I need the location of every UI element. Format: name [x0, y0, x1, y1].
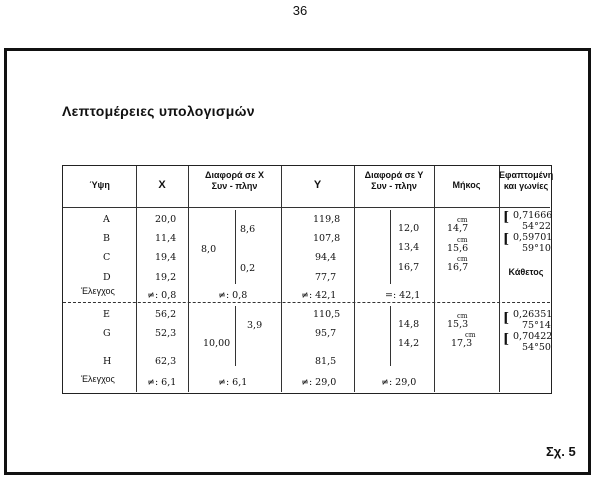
- header-angles-title: Εφαπτομένη: [499, 170, 554, 180]
- dx-plus: 3,9: [247, 320, 263, 331]
- tangent-value: 0,70422: [513, 331, 553, 342]
- dy-divider: [390, 210, 391, 284]
- dy-value: 13,4: [398, 242, 420, 253]
- dx-minus: 8,0: [201, 244, 217, 255]
- col-separator: [188, 166, 189, 392]
- y-value: 95,7: [315, 328, 337, 339]
- x-value: 19,4: [155, 252, 177, 263]
- dx-divider: [235, 210, 236, 284]
- dx-check: ≠: 6,1: [218, 377, 248, 388]
- bracket-icon: [: [503, 311, 510, 326]
- col-separator: [434, 166, 435, 392]
- header-x: Χ: [158, 179, 166, 191]
- length-unit: cm: [465, 331, 476, 339]
- length-value: 15,6: [447, 243, 469, 254]
- length-unit: cm: [457, 312, 468, 320]
- y-value: 119,8: [313, 214, 341, 225]
- header-dx-sub: Συν - πλην: [211, 181, 258, 191]
- dy-divider: [390, 306, 391, 366]
- perpendicular-label: Κάθετος: [508, 267, 544, 277]
- tangent-value: 0,71666: [513, 210, 553, 221]
- y-value: 77,7: [315, 272, 337, 283]
- row-label: D: [103, 272, 111, 283]
- angle-value: 75°14: [522, 320, 551, 331]
- row-label: B: [103, 233, 110, 244]
- dy-check: ≠: 29,0: [381, 377, 417, 388]
- header-angles-sub: και γωνίες: [503, 181, 549, 191]
- header-length: Μήκος: [452, 180, 481, 190]
- x-check: ≠: 0,8: [147, 290, 177, 301]
- dx-plus: 0,2: [240, 263, 256, 274]
- header-dx: [188, 170, 281, 192]
- row-label: C: [103, 252, 111, 263]
- header-dy-sub: Συν - πλην: [371, 181, 417, 191]
- header-dx-title: Διαφορά σε Χ: [205, 170, 264, 180]
- dy-value: 16,7: [398, 262, 420, 273]
- header-y: Υ: [313, 179, 322, 191]
- length-value: 17,3: [451, 338, 473, 349]
- length-value: 14,7: [447, 223, 469, 234]
- y-check: ≠: 29,0: [301, 377, 337, 388]
- bracket-icon: [: [503, 332, 510, 347]
- x-check: ≠: 6,1: [147, 377, 177, 388]
- section-title: Λεπτομέρειες υπολογισμών: [62, 103, 255, 119]
- y-value: 110,5: [313, 309, 341, 320]
- figure-caption: Σχ. 5: [546, 444, 576, 459]
- dy-value: 14,2: [398, 338, 420, 349]
- col-separator: [499, 166, 500, 392]
- row-label-check: Έλεγχος: [81, 374, 115, 384]
- dx-minus: 10,00: [203, 338, 231, 349]
- row-label-check: Έλεγχος: [81, 286, 115, 296]
- length-unit: cm: [457, 255, 468, 263]
- x-value: 62,3: [155, 356, 177, 367]
- row-label: G: [103, 328, 111, 339]
- dx-plus: 8,6: [240, 224, 256, 235]
- x-value: 52,3: [155, 328, 177, 339]
- dy-value: 14,8: [398, 319, 420, 330]
- header-angles: [499, 170, 553, 192]
- dx-divider: [235, 306, 236, 366]
- x-value: 11,4: [155, 233, 177, 244]
- page-number: 36: [292, 3, 308, 18]
- y-check: ≠: 42,1: [301, 290, 337, 301]
- x-value: 20,0: [155, 214, 177, 225]
- header-dy-title: Διαφορά σε Υ: [364, 170, 424, 180]
- col-separator: [281, 166, 282, 392]
- y-value: 81,5: [315, 356, 337, 367]
- length-value: 15,3: [447, 319, 469, 330]
- tangent-value: 0,59701: [513, 232, 553, 243]
- header-dy: [354, 170, 434, 192]
- length-unit: cm: [457, 236, 468, 244]
- length-value: 16,7: [447, 262, 469, 273]
- angle-value: 54°22: [522, 221, 551, 232]
- row-label: A: [103, 214, 110, 225]
- row-label: E: [103, 309, 110, 320]
- dy-value: 12,0: [398, 223, 420, 234]
- dx-check: ≠: 0,8: [218, 290, 248, 301]
- y-value: 107,8: [313, 233, 341, 244]
- bracket-icon: [: [503, 210, 510, 225]
- y-value: 94,4: [315, 252, 337, 263]
- row-label: H: [103, 356, 112, 367]
- dy-check: =: 42,1: [385, 290, 421, 301]
- angle-value: 59°10: [522, 243, 551, 254]
- length-unit: cm: [457, 216, 468, 224]
- group-separator: [63, 302, 550, 303]
- bracket-icon: [: [503, 232, 510, 247]
- calculation-table: [62, 165, 552, 394]
- x-value: 56,2: [155, 309, 177, 320]
- angle-value: 54°50: [522, 342, 551, 353]
- tangent-value: 0,26351: [513, 309, 553, 320]
- col-separator: [354, 166, 355, 392]
- header-height: Ύψη: [89, 180, 110, 190]
- x-value: 19,2: [155, 272, 177, 283]
- col-separator: [136, 166, 137, 392]
